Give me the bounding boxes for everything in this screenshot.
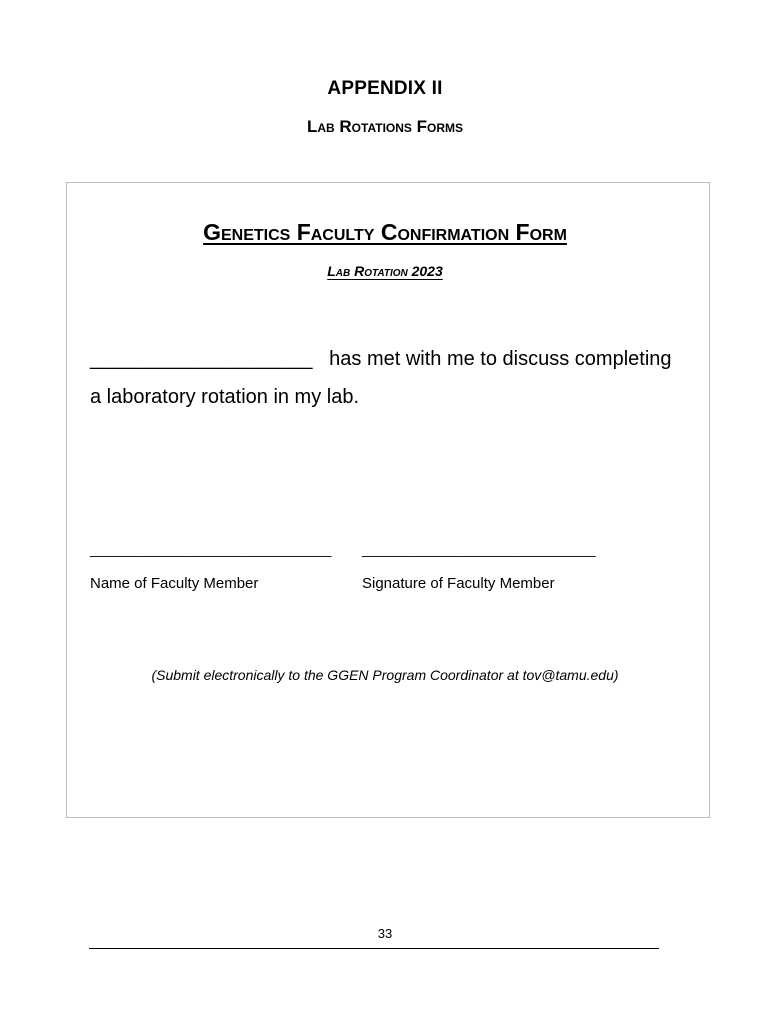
appendix-title: APPENDIX II	[327, 78, 443, 99]
faculty-signature-blank[interactable]: ______________________________	[362, 541, 596, 557]
statement-text-1: has met with me to discuss completing	[329, 348, 672, 370]
statement-spacer	[312, 348, 329, 370]
statement-line-1	[90, 348, 672, 371]
faculty-name-label: Name of Faculty Member	[90, 575, 259, 592]
statement-text-2: a laboratory rotation in my lab.	[90, 386, 360, 408]
appendix-subtitle: Lab Rotations Forms	[306, 117, 464, 136]
faculty-signature-label: Signature of Faculty Member	[362, 575, 555, 592]
form-title: Genetics Faculty Confirmation Form	[203, 219, 567, 245]
student-name-blank[interactable]: ____________________	[90, 348, 313, 370]
submit-note: (Submit electronically to the GGEN Program Coordinator at tov@tamu.edu)	[151, 667, 619, 683]
page-number: 33	[377, 926, 393, 941]
form-subtitle: Lab Rotation 2023	[327, 263, 443, 279]
footer-rule	[89, 948, 659, 949]
faculty-name-blank[interactable]: _______________________________	[90, 541, 332, 557]
